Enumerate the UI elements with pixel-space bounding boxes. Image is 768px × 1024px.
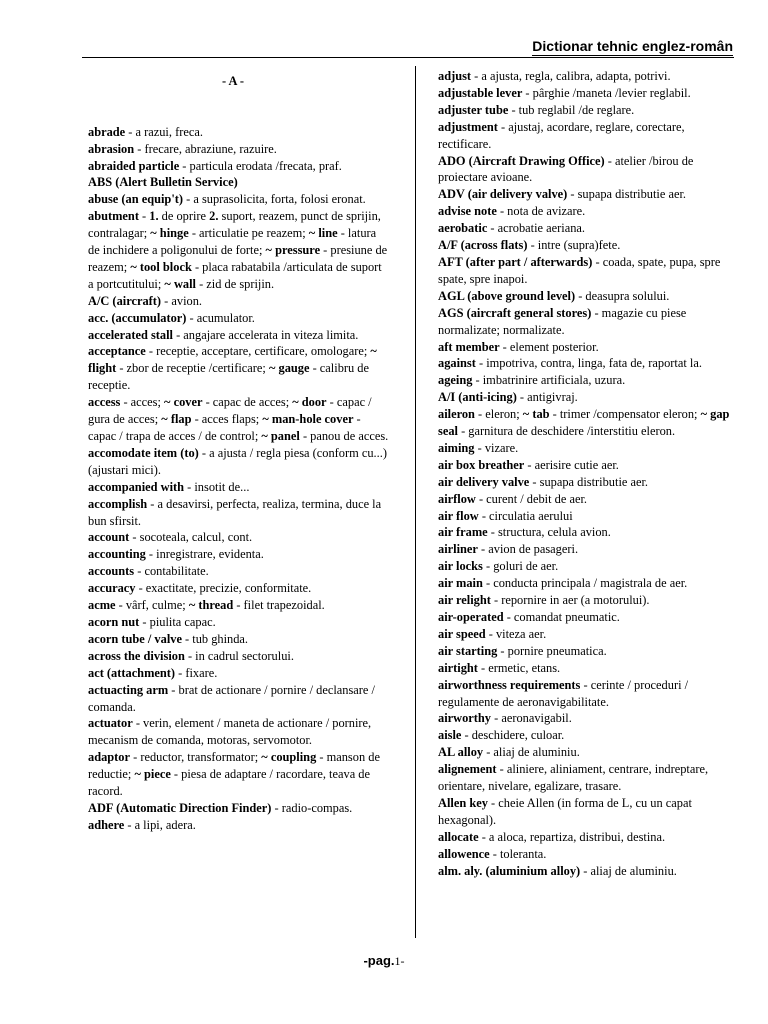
entry-term: A/F (across flats) — [438, 238, 528, 253]
dictionary-entry — [88, 445, 390, 479]
right-entries — [438, 68, 738, 880]
entry-term: ~ door — [292, 395, 327, 410]
entry-definition: - element posterior. — [499, 339, 599, 354]
entry-definition: - conducta principala / magistrala de aer. — [482, 576, 688, 591]
entry-definition: - verin, element / maneta de actionare / pornire, mecanism de comanda, motoras, servomotor. — [88, 716, 372, 748]
entry-definition: - fixare. — [175, 665, 218, 680]
entry-term: abuse (an equip't) — [88, 192, 184, 207]
entry-term: AGS (aircraft general stores) — [438, 305, 592, 320]
entry-definition: - piesa de adaptare / racordare, teava de racord. — [88, 767, 370, 799]
dictionary-entry — [438, 846, 738, 863]
dictionary-entry — [88, 546, 390, 563]
entry-definition: - a ajusta, regla, calibra, adapta, potrivi. — [471, 69, 671, 83]
left-entries — [88, 124, 390, 834]
entry-term: aisle — [438, 728, 462, 743]
entry-term: air relight — [438, 593, 491, 608]
left-column — [88, 73, 390, 834]
dictionary-entry — [438, 119, 738, 153]
entry-definition: - capac / gura de acces; — [88, 395, 372, 427]
entry-term: AL alloy — [438, 745, 484, 760]
entry-definition: - brat de actionare / pornire / declansare / comanda. — [88, 682, 375, 714]
header-rule — [82, 57, 734, 58]
entry-definition: - supapa distributie aer. — [529, 474, 649, 489]
entry-term: air frame — [438, 525, 488, 540]
dictionary-entry — [438, 237, 738, 254]
entry-definition: - a suprasolicita, forta, folosi eronat. — [183, 192, 366, 207]
entry-term: ~ man-hole cover — [262, 412, 354, 427]
entry-definition: - vizare. — [474, 440, 519, 455]
dictionary-entry — [438, 558, 738, 575]
entry-definition: - zid de sprijin. — [195, 276, 275, 291]
entry-term: air flow — [438, 508, 479, 523]
dictionary-entry — [88, 343, 390, 394]
entry-term: ~ piece — [134, 767, 171, 782]
entry-definition: - toleranta. — [489, 846, 547, 861]
dictionary-entry — [438, 795, 738, 829]
entry-definition: - acumulator. — [186, 310, 255, 325]
entry-term: aft member — [438, 339, 500, 354]
entry-definition: - acrobatie aeriana. — [487, 221, 586, 236]
entry-term: advise note — [438, 204, 497, 219]
dictionary-entry — [438, 339, 738, 356]
entry-term: airtight — [438, 660, 478, 675]
dictionary-entry — [438, 863, 738, 880]
entry-definition: - capac / trapa de acces / de control; — [88, 412, 361, 444]
entry-term: abutment — [88, 209, 139, 224]
dictionary-entry — [438, 85, 738, 102]
entry-term: ~ flight — [88, 344, 377, 376]
dictionary-entry — [88, 327, 390, 344]
entry-term: ~ gauge — [268, 361, 310, 376]
entry-definition: - reductor, transformator; — [130, 750, 262, 765]
dictionary-entry — [438, 643, 738, 660]
entry-definition: - tub ghinda. — [181, 631, 249, 646]
entry-definition: - pârghie /maneta /levier reglabil. — [522, 85, 691, 100]
entry-definition: - piulita capac. — [139, 614, 216, 629]
entry-term: air speed — [438, 626, 486, 641]
entry-definition: - garnitura de deschidere /interstitiu eleron. — [457, 424, 676, 439]
entry-term: airworthness requirements — [438, 677, 581, 692]
entry-definition: - coada, spate, pupa, spre spate, spre inapoi. — [438, 254, 721, 286]
dictionary-entry — [438, 541, 738, 558]
dictionary-entry — [88, 496, 390, 530]
entry-term: 2. — [209, 209, 219, 224]
entry-term: abrade — [88, 124, 126, 139]
entry-definition: - avion. — [161, 293, 203, 308]
dictionary-entry — [88, 310, 390, 327]
entry-term: acorn tube / valve — [88, 631, 182, 646]
entry-term: 1. — [149, 209, 159, 224]
entry-term: ~ pressure — [265, 243, 321, 258]
entry-definition: - latura de inchidere a poligonului de forte; — [88, 226, 377, 258]
entry-definition: - radio-compas. — [271, 800, 353, 815]
dictionary-entry — [438, 575, 738, 592]
entry-term: A/I (anti-icing) — [438, 390, 517, 405]
entry-definition: - socoteala, calcul, cont. — [129, 530, 253, 545]
entry-term: aerobatic — [438, 221, 488, 236]
entry-definition: - aeronavigabil. — [491, 711, 572, 726]
dictionary-entry — [88, 580, 390, 597]
entry-definition: - cheie Allen (in forma de L, cu un capat hexagonal). — [438, 795, 692, 827]
entry-term: Allen key — [438, 795, 488, 810]
entry-term: airliner — [438, 542, 478, 557]
footer-prefix: -pag. — [363, 953, 395, 968]
entry-term: ageing — [438, 373, 473, 388]
dictionary-entry — [438, 406, 738, 440]
entry-definition: - contabilitate. — [134, 564, 209, 579]
entry-term: allocate — [438, 829, 479, 844]
entry-definition: - particula erodata /frecata, praf. — [179, 158, 342, 173]
dictionary-entry — [438, 68, 738, 85]
entry-definition: - capac de acces; — [202, 395, 293, 410]
entry-term: accomplish — [88, 496, 148, 511]
entry-term: accomodate item (to) — [88, 445, 199, 460]
entry-definition: - eleron; — [474, 407, 523, 422]
entry-definition: - a lipi, adera. — [124, 817, 196, 832]
entry-definition: - antigivraj. — [516, 390, 578, 405]
dictionary-entry — [438, 153, 738, 187]
dictionary-entry — [88, 208, 390, 293]
entry-definition: - trimer /compensator eleron; — [549, 407, 701, 422]
entry-definition: - a desavirsi, perfecta, realiza, termina, duce la bun sfirsit. — [88, 496, 382, 528]
entry-term: adjust — [438, 69, 472, 83]
entry-definition: - in cadrul sectorului. — [184, 648, 294, 663]
entry-term: airflow — [438, 491, 476, 506]
entry-definition: - angajare accelerata in viteza limita. — [172, 327, 359, 342]
entry-definition: - vârf, culme; — [115, 598, 189, 613]
entry-term: abrasion — [88, 141, 135, 156]
dictionary-entry — [438, 609, 738, 626]
entry-term: accuracy — [88, 581, 136, 596]
entry-definition: - aerisire cutie aer. — [524, 457, 619, 472]
entry-term: A/C (aircraft) — [88, 293, 162, 308]
entry-definition: - manson de reductie; — [88, 750, 380, 782]
entry-term: adjuster tube — [438, 102, 509, 117]
dictionary-entry — [88, 817, 390, 834]
entry-definition: suport, reazem, punct de sprijin, contralagar; — [88, 209, 381, 241]
entry-term: ~ hinge — [150, 226, 189, 241]
column-divider — [415, 66, 416, 938]
entry-definition: - exactitate, precizie, conformitate. — [135, 581, 312, 596]
entry-term: air delivery valve — [438, 474, 530, 489]
entry-definition: - magazie cu piese normalizate; normalizate. — [438, 305, 687, 337]
entry-definition: - panou de acces. — [299, 429, 389, 444]
entry-term: against — [438, 356, 476, 371]
entry-definition: - a aloca, repartiza, distribui, destina. — [478, 829, 666, 844]
dictionary-entry — [438, 474, 738, 491]
entry-definition: - aliniere, aliniament, centrare, indreptare, orientare, nivelare, egalizare, trasare. — [438, 762, 709, 794]
entry-definition: - ermetic, etans. — [477, 660, 561, 675]
entry-definition: - presiune de reazem; — [88, 243, 388, 274]
entry-term: acorn nut — [88, 614, 140, 629]
dictionary-entry — [438, 254, 738, 288]
dictionary-entry — [438, 761, 738, 795]
entry-definition: - receptie, acceptare, certificare, omologare; — [145, 344, 371, 359]
dictionary-entry — [88, 749, 390, 800]
entry-term: adhere — [88, 817, 125, 832]
dictionary-entry — [438, 288, 738, 305]
entry-term: adaptor — [88, 750, 130, 765]
entry-term: ~ flap — [161, 412, 192, 427]
entry-term: ~ thread — [188, 598, 234, 613]
dictionary-entry — [438, 710, 738, 727]
entry-term: ADO (Aircraft Drawing Office) — [438, 153, 605, 168]
entry-definition: - viteza aer. — [485, 626, 547, 641]
dictionary-entry — [438, 372, 738, 389]
footer-page-number: 1 — [394, 954, 401, 968]
entry-term: ABS (Alert Bulletin Service) — [88, 175, 238, 190]
dictionary-entry — [88, 293, 390, 310]
section-letter: - A - — [221, 74, 245, 88]
entry-definition: - circulatia aerului — [478, 508, 573, 523]
entry-term: access — [88, 395, 121, 410]
dictionary-entry — [438, 440, 738, 457]
entry-definition: - zbor de receptie /certificare; — [116, 361, 269, 376]
dictionary-entry — [438, 660, 738, 677]
dictionary-entry — [438, 626, 738, 643]
entry-definition: - goluri de aer. — [482, 559, 559, 574]
entry-definition: - insotit de... — [184, 479, 250, 494]
entry-definition: - acces; — [120, 395, 165, 410]
entry-term: across the division — [88, 648, 185, 663]
entry-term: abraided particle — [88, 158, 180, 173]
dictionary-entry — [438, 186, 738, 203]
dictionary-entry — [88, 124, 390, 141]
entry-definition: - acces flaps; — [191, 412, 263, 427]
entry-term: account — [88, 530, 130, 545]
dictionary-entry — [88, 648, 390, 665]
entry-term: air-operated — [438, 610, 504, 624]
entry-definition: - a razui, freca. — [125, 124, 203, 139]
entry-term: aileron — [438, 407, 475, 422]
entry-term: acceptance — [88, 344, 146, 359]
entry-definition: - pornire pneumatica. — [497, 643, 607, 658]
dictionary-entry — [438, 677, 738, 711]
dictionary-entry — [438, 491, 738, 508]
entry-term: ~ panel — [261, 429, 300, 444]
entry-term: air main — [438, 576, 483, 591]
entry-term: accompanied with — [88, 479, 185, 494]
dictionary-entry — [88, 631, 390, 648]
entry-term: acme — [88, 598, 116, 613]
entry-term: ~ line — [308, 226, 338, 241]
entry-term: aiming — [438, 440, 475, 455]
dictionary-entry — [438, 829, 738, 846]
dictionary-entry — [438, 727, 738, 744]
entry-definition: - cerinte / proceduri / regulamente de aeronavigabilitate. — [438, 677, 689, 709]
dictionary-entry — [88, 715, 390, 749]
entry-term: accelerated stall — [88, 327, 173, 342]
entry-definition: - repornire in aer (a motorului). — [490, 593, 650, 608]
entry-definition: - nota de avizare. — [496, 204, 586, 219]
entry-term: ~ tool block — [130, 259, 192, 274]
entry-definition: - curent / debit de aer. — [475, 491, 587, 506]
entry-term: act (attachment) — [88, 665, 176, 680]
entry-term: air box breather — [438, 457, 525, 472]
entry-term: ~ tab — [522, 407, 550, 422]
entry-definition: - filet trapezoidal. — [233, 598, 325, 613]
entry-definition: - ajustaj, acordare, reglare, corectare, rectificare. — [438, 119, 685, 151]
entry-definition: - supapa distributie aer. — [567, 187, 686, 202]
entry-term: adjustment — [438, 119, 498, 134]
entry-definition: - placa rabatabila /articulata de suport a portcutitului; — [88, 259, 382, 291]
entry-definition: - impotriva, contra, linga, fata de, raportat la. — [475, 356, 702, 371]
dictionary-entry — [438, 524, 738, 541]
entry-term: ~ coupling — [261, 750, 317, 765]
entry-term: ~ wall — [164, 276, 196, 291]
dictionary-entry — [88, 174, 390, 191]
entry-definition: - calibru de receptie. — [88, 361, 369, 393]
entry-definition: - avion de pasageri. — [477, 542, 579, 557]
dictionary-entry — [438, 744, 738, 761]
entry-definition: - deasupra solului. — [575, 288, 670, 303]
entry-term: air starting — [438, 643, 498, 658]
dictionary-entry — [88, 682, 390, 716]
entry-definition: - atelier /birou de proiectare avioane. — [438, 153, 694, 185]
dictionary-entry — [88, 479, 390, 496]
entry-term: AGL (above ground level) — [438, 288, 576, 303]
dictionary-entry — [88, 141, 390, 158]
entry-definition: - imbatrinire artificiala, uzura. — [472, 373, 626, 388]
entry-term: ADV (air delivery valve) — [438, 187, 568, 202]
entry-term: acc. (accumulator) — [88, 310, 187, 325]
entry-definition: - articulatie pe reazem; — [188, 226, 309, 241]
entry-definition: - structura, celula avion. — [487, 525, 611, 540]
entry-definition: - intre (supra)fete. — [527, 238, 621, 253]
entry-term: ADF (Automatic Direction Finder) — [88, 800, 272, 815]
entry-term: airworthy — [438, 711, 491, 726]
entry-term: allowence — [438, 846, 490, 861]
entry-definition: - — [138, 209, 150, 224]
dictionary-entry — [88, 394, 390, 445]
entry-term: ~ gap seal — [438, 407, 730, 439]
dictionary-entry — [438, 508, 738, 525]
right-column — [438, 68, 738, 880]
entry-definition: - comandat pneumatic. — [503, 610, 620, 624]
entry-term: air locks — [438, 559, 483, 574]
entry-term: adjustable lever — [438, 85, 523, 100]
entry-definition: - tub reglabil /de reglare. — [508, 102, 635, 117]
entry-term: accounts — [88, 564, 135, 579]
dictionary-entry — [438, 457, 738, 474]
entry-definition: - frecare, abraziune, razuire. — [134, 141, 277, 156]
dictionary-entry — [438, 389, 738, 406]
page-footer — [0, 953, 768, 969]
dictionary-entry — [438, 592, 738, 609]
entry-definition: - aliaj de aluminiu. — [483, 745, 580, 760]
entry-term: alm. aly. (aluminium alloy) — [438, 863, 581, 878]
dictionary-entry — [88, 614, 390, 631]
dictionary-entry — [88, 529, 390, 546]
dictionary-entry — [88, 800, 390, 817]
entry-term: actuator — [88, 716, 133, 731]
entry-definition: - deschidere, culoar. — [461, 728, 565, 743]
page-header-title: Dictionar tehnic englez-român — [532, 38, 733, 54]
dictionary-entry — [88, 191, 390, 208]
entry-term: accounting — [88, 547, 146, 562]
entry-definition: - aliaj de aluminiu. — [580, 863, 677, 878]
entry-term: ~ cover — [164, 395, 203, 410]
dictionary-entry — [88, 563, 390, 580]
dictionary-entry — [88, 665, 390, 682]
dictionary-entry — [438, 220, 738, 237]
dictionary-entry — [438, 305, 738, 339]
entry-term: actuacting arm — [88, 682, 169, 697]
entry-definition: de oprire — [158, 209, 210, 224]
dictionary-entry — [438, 203, 738, 220]
dictionary-entry — [438, 355, 738, 372]
entry-term: alignement — [438, 762, 497, 777]
dictionary-entry — [88, 597, 390, 614]
entry-term: AFT (after part / afterwards) — [438, 254, 593, 269]
entry-definition: - a ajusta / regla piesa (conform cu...) (ajustari mici). — [88, 445, 387, 477]
dictionary-entry — [88, 158, 390, 175]
entry-definition: - inregistrare, evidenta. — [145, 547, 264, 562]
dictionary-entry — [438, 102, 738, 119]
footer-suffix: - — [400, 954, 405, 968]
